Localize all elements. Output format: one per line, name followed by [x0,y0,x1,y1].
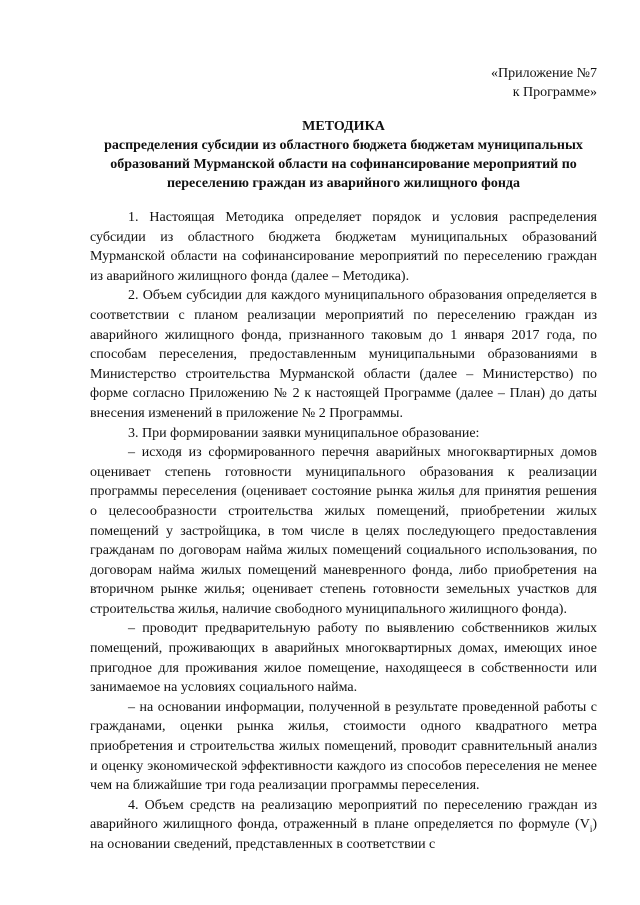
paragraph-4-text-start: 4. Объем средств на реализацию мероприятий по переселению граждан из аварийного жилищного фонда, отраженный в плане определяется по формуле (V [90,797,597,833]
paragraph-4-text-end: ) на основании сведений, представленных в соответствии с [90,817,597,852]
title-subtitle: распределения субсидии из областного бюджета бюджетам муниципальных образований Мурманской области на софинансирование мероприятий по переселению граждан из аварийного жилищного фонда [104,138,583,191]
appendix-line-1: «Приложение №7 [491,66,597,81]
appendix-line-2: к Программе» [512,85,597,100]
paragraph-3-item-1: – исходя из сформированного перечня аварийных многоквартирных домов оценивает степень готовности муниципального образования к реализации программы переселения (оценивает состояние рынка жилья для принятия решения о целесообразности строительства жилых помещений, приобретении жилых помещений у застройщика, в том числе в целях последующего предоставления гражданам по договорам найма жилых помещений социального использования, по договорам найма жилых помещений маневренного фонда, либо приобретения на вторичном рынке жилья; оценивает степень готовности земельных участков для строительства жилья, наличие свободного муниципального жилищного фонда). [90,445,597,617]
document-body [90,208,597,855]
paragraph-3: 3. При формировании заявки муниципальное образование: [128,425,480,441]
paragraph-3-item-2: – проводит предварительную работу по выявлению собственников жилых помещений, проживающих в аварийных многоквартирных домах, имеющих иное пригодное для проживания жилое помещение, находящееся в собственности или занимаемое на условиях социального найма. [90,621,597,696]
paragraph-3-item-3: – на основании информации, полученной в результате проведенной работы с гражданами, оценки рынка жилья, стоимости одного квадратного метра приобретения и строительства жилых помещений, проводит сравнительный анализ и оценку экономической эффективности каждого из способов переселения не менее чем на ближайшие три года реализации программы переселения. [90,699,597,794]
appendix-reference [90,64,597,102]
paragraph-1: 1. Настоящая Методика определяет порядок и условия распределения субсидии из областного бюджета бюджетам муниципальных образований Мурманской области на софинансирование мероприятий по переселению граждан из аварийного жилищного фонда (далее – Методика). [90,210,597,284]
formula-subscript: i [589,824,593,835]
paragraph-2: 2. Объем субсидии для каждого муниципального образования определяется в соответствии с планом реализации мероприятий по переселению граждан из аварийного жилищного фонда, признанного таковым до 1 января 2017 года, по способам переселения, предоставленным муниципальными образованиями в Министерство строительства Мурманской области (далее – Министерство) по форме согласно Приложению № 2 к настоящей Программе (далее – План) до даты внесения изменений в приложение № 2 Программы. [90,288,597,421]
document-title [90,117,597,193]
title-heading: МЕТОДИКА [302,119,385,134]
paragraph-4 [90,796,597,855]
